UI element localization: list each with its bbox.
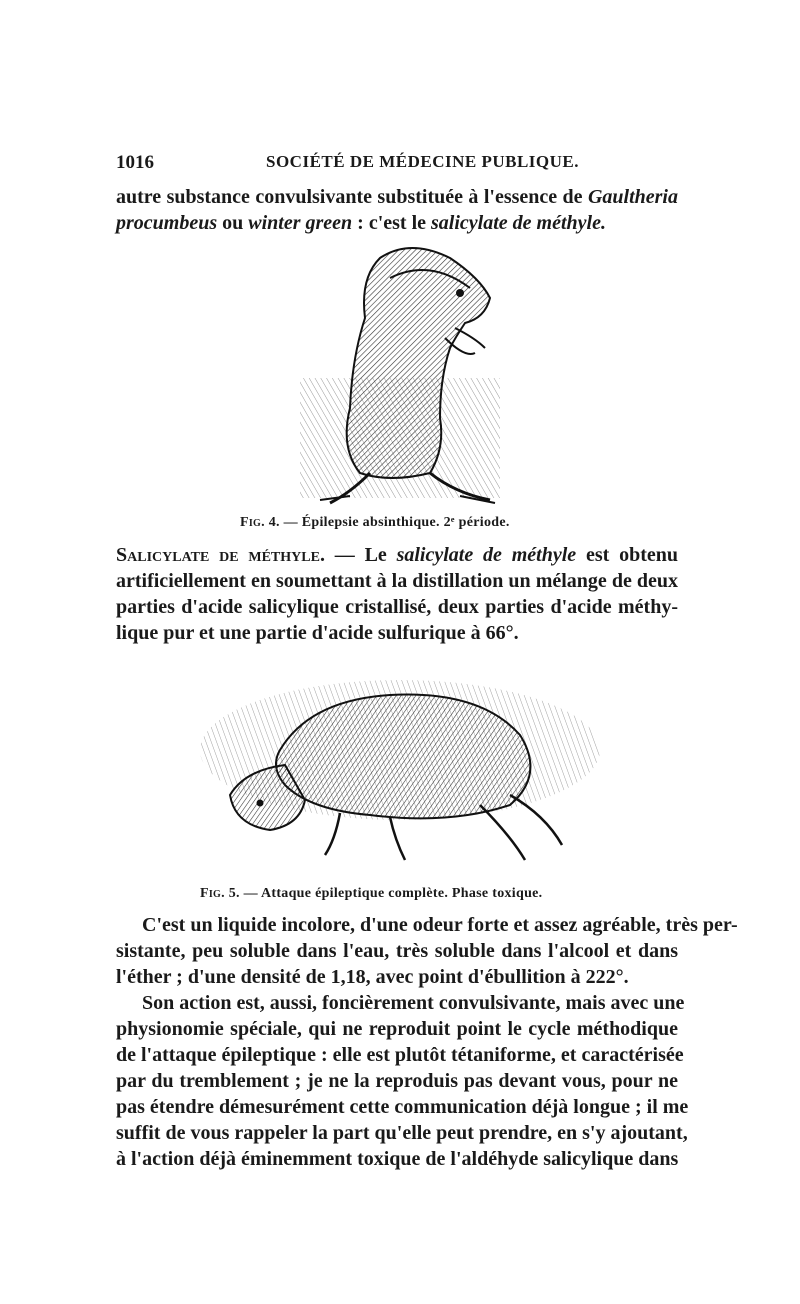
section-text: — Le: [324, 544, 397, 566]
figure-5-caption: [200, 886, 542, 902]
section-heading: Salicylate de méthyle.: [116, 544, 325, 566]
species-name-2: procumbeus: [116, 212, 218, 234]
section-line-2: artificiellement en soumettant à la distillation un mélange de deux: [116, 570, 678, 592]
figure-4-label: Fig. 4.: [240, 515, 280, 530]
figure-5-illustration: [190, 655, 610, 875]
figure-4-illustration: [280, 238, 520, 513]
paragraph-1-line-3: l'éther ; d'une densité de 1,18, avec point d'ébullition à 222°.: [116, 966, 629, 988]
paragraph-1-line-2: sistante, peu soluble dans l'eau, très soluble dans l'alcool et dans: [116, 940, 678, 962]
section-text-2: est obtenu: [576, 544, 678, 566]
intro-line-1: [116, 184, 678, 210]
paragraph-2-line-1: Son action est, aussi, foncièrement convulsivante, mais avec une: [142, 992, 685, 1014]
figure-4-caption: [240, 515, 510, 531]
running-head: [116, 152, 678, 182]
figure-4-caption-text: — Épilepsie absinthique. 2ᵉ période.: [279, 515, 510, 530]
figure-5-caption-text: — Attaque épileptique complète. Phase toxique.: [239, 886, 543, 901]
section-line-1: [116, 542, 678, 568]
figure-5-label: Fig. 5.: [200, 886, 240, 901]
intro-text-2: ou: [217, 212, 249, 234]
section-line-4: lique pur et une partie d'acide sulfurique à 66°.: [116, 622, 519, 644]
page-number: 1016: [116, 152, 154, 173]
paragraph-2-line-2: physionomie spéciale, qui ne reproduit point le cycle méthodique: [116, 1018, 678, 1040]
paragraph-1-line-1: C'est un liquide incolore, d'une odeur forte et assez agréable, très per-: [142, 914, 738, 936]
species-name: Gaultheria: [587, 186, 678, 208]
paragraph-2-line-4: par du tremblement ; je ne la reproduis pas devant vous, pour ne: [116, 1070, 678, 1092]
intro-text-3: : c'est le: [352, 212, 432, 234]
paragraph-2-line-3: de l'attaque épileptique : elle est plutôt tétaniforme, et caractérisée: [116, 1044, 684, 1066]
section-line-3: parties d'acide salicylique cristallisé, deux parties d'acide méthy-: [116, 596, 678, 618]
paragraph-2-line-7: à l'action déjà éminemment toxique de l'aldéhyde salicylique dans: [116, 1148, 679, 1170]
common-name: winter green: [248, 212, 353, 234]
intro-line-2: [116, 210, 678, 236]
running-title: SOCIÉTÉ DE MÉDECINE PUBLIQUE.: [266, 152, 580, 171]
paragraph-2-line-6: suffit de vous rappeler la part qu'elle peut prendre, en s'y ajoutant,: [116, 1122, 688, 1144]
compound-name-2: salicylate de méthyle: [396, 544, 577, 566]
paragraph-2-line-5: pas étendre démesurément cette communication déjà longue ; il me: [116, 1096, 689, 1118]
intro-text: autre substance convulsivante substituée à l'essence de: [116, 186, 588, 208]
compound-name: salicylate de méthyle.: [431, 212, 606, 234]
